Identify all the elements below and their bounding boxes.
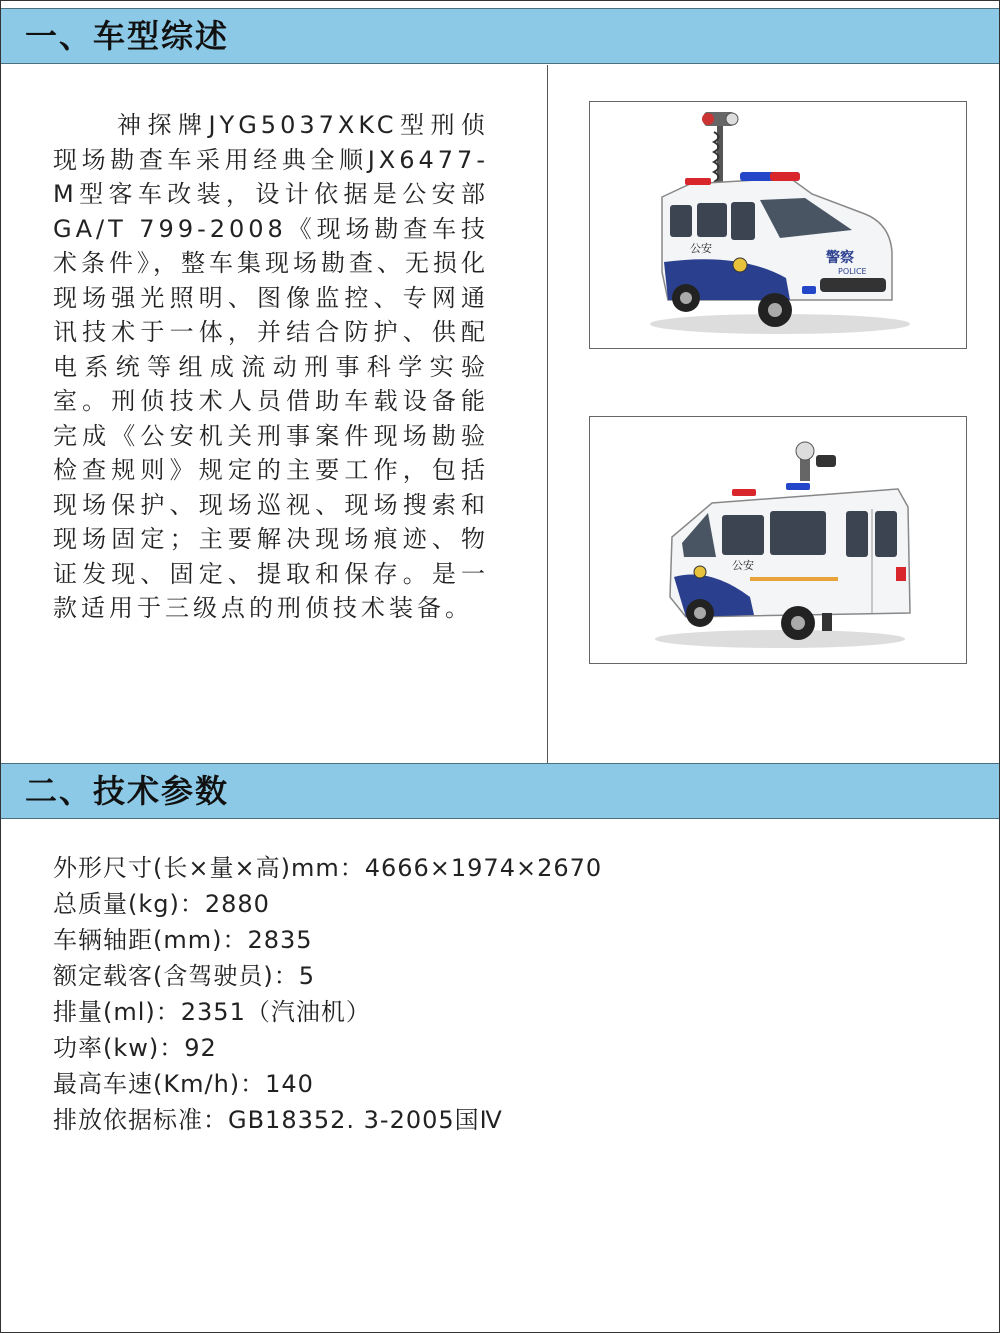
van-rear-photo (589, 416, 967, 664)
van-side-badge: 公安 (690, 242, 712, 255)
column-divider (547, 65, 548, 763)
spec-gross-mass: 总质量(kg)：2880 (53, 890, 270, 918)
spec-wheelbase: 车辆轴距(mm)：2835 (53, 926, 313, 954)
spec-top-speed: 最高车速(Km/h)：140 (53, 1070, 314, 1098)
section-header-overview (1, 8, 999, 64)
spec-emission-standard: 排放依据标准：GB18352. 3-2005国Ⅳ (53, 1106, 503, 1134)
spec-displacement: 排量(ml)：2351（汽油机） (53, 998, 371, 1026)
spec-list (53, 850, 953, 1138)
section-header-params (1, 763, 999, 819)
van-front-illustration (590, 102, 966, 348)
spec-power: 功率(kw)：92 (53, 1034, 217, 1062)
van-police-text: POLICE (838, 267, 867, 276)
section-title-params: 二、技术参数 (25, 772, 230, 810)
van-hood-text: 警察 (826, 250, 854, 266)
section-title-overview: 一、车型综述 (25, 17, 230, 55)
van-front-photo (589, 101, 967, 349)
van-rear-badge: 公安 (732, 559, 754, 572)
van-rear-illustration (590, 417, 966, 663)
spec-seating: 额定载客(含驾驶员)：5 (53, 962, 315, 990)
spec-dimensions: 外形尺寸(长×量×高)mm：4666×1974×2670 (53, 854, 603, 882)
overview-paragraph: 神探牌JYG5037XKC型刑侦现场勘查车采用经典全顺JX6477-M型客车改装，设计依据是公安部GA/T 799-2008《现场勘查车技术条件》，整车集现场勘查、无损化现场强光照明、图像监控、专网通讯技术于一体，并结合防护、供配电系统等组成流动刑事科学实验室。刑侦技术人员借助车载设备能完成《公安机关刑事案件现场勘验检查规则》规定的主要工作，包括现场保护、现场巡视、现场搜索和现场固定；主要解决现场痕迹、物证发现、固定、提取和保存。是一款适用于三级点的刑侦技术装备。 (53, 111, 489, 622)
